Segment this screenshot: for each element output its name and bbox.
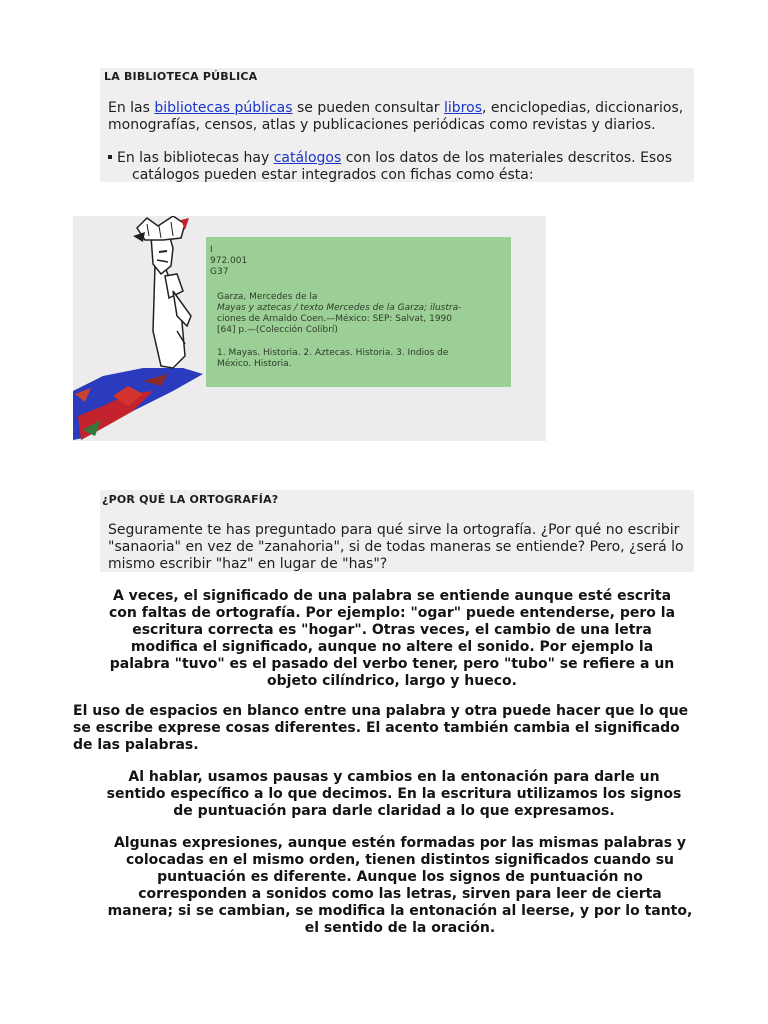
ortografia-heading: ¿POR QUÉ LA ORTOGRAFÍA? bbox=[102, 493, 279, 506]
call-number-line: 972.001 bbox=[210, 256, 248, 266]
paragraph-pausas bbox=[90, 769, 698, 820]
card-title-line: Mayas y aztecas / texto Mercedes de la Garza; ilustra- bbox=[217, 303, 462, 313]
text-line: manera; si se cambian, se modifica la entonación al leerse, y por lo tanto, bbox=[107, 903, 693, 919]
text-line: "sanaoria" en vez de "zanahoria", si de todas maneras se entiende? Pero, ¿será lo bbox=[108, 539, 684, 555]
text-line: El uso de espacios en blanco entre una palabra y otra puede hacer que lo que bbox=[73, 703, 689, 719]
text-run: En las bibliotecas hay bbox=[117, 150, 274, 166]
card-author: Garza, Mercedes de la bbox=[217, 292, 318, 302]
card-description bbox=[217, 292, 505, 336]
call-number-line: G37 bbox=[210, 267, 229, 277]
libros-link[interactable]: libros bbox=[444, 100, 482, 116]
paragraph-espacios bbox=[73, 703, 753, 754]
catalogos-paragraph bbox=[108, 150, 693, 184]
card-subject-line: México. Historia. bbox=[217, 359, 292, 369]
card-desc-line: [64] p.—(Colección Colibrí) bbox=[217, 325, 338, 335]
text-line: modifica el significado, aunque no altere el sonido. Por ejemplo la bbox=[130, 639, 654, 655]
catalogos-link[interactable]: catálogos bbox=[273, 150, 342, 166]
text-run: se pueden consultar bbox=[292, 100, 445, 116]
text-run: catálogos pueden estar integrados con fichas como ésta: bbox=[132, 167, 534, 183]
bullet-icon bbox=[108, 155, 112, 159]
text-line: se escribe exprese cosas diferentes. El acento también cambia el significado bbox=[73, 720, 680, 736]
catalog-card bbox=[206, 237, 511, 387]
text-line: Algunas expresiones, aunque estén formadas por las mismas palabras y bbox=[113, 835, 687, 851]
text-line: de las palabras. bbox=[73, 737, 199, 753]
text-line: escritura correcta es "hogar". Otras veces, el cambio de una letra bbox=[132, 622, 652, 638]
paragraph-significado bbox=[80, 588, 704, 690]
card-call-number bbox=[210, 245, 247, 278]
paragraph-expresiones bbox=[90, 835, 710, 937]
text-run: En las bbox=[108, 100, 155, 116]
text-run: , enciclopedias, diccionarios, bbox=[482, 100, 684, 116]
call-number-line: I bbox=[210, 245, 213, 255]
text-line: de puntuación para darle claridad a lo que expresamos. bbox=[173, 803, 615, 819]
text-line: mismo escribir "haz" en lugar de "has"? bbox=[108, 556, 388, 572]
text-line: corresponden a sonidos como las letras, sirven para leer de cierta bbox=[138, 886, 662, 902]
text-run: monografías, censos, atlas y publicaciones periódicas como revistas y diarios. bbox=[108, 117, 656, 133]
text-run: con los datos de los materiales descritos. Esos bbox=[341, 150, 673, 166]
card-subject-line: 1. Mayas. Historia. 2. Aztecas. Historia. 3. Indios de bbox=[217, 348, 449, 358]
text-line: colocadas en el mismo orden, tienen distintos significados cuando su bbox=[125, 852, 675, 868]
biblioteca-paragraph bbox=[108, 100, 693, 134]
ortografia-paragraph bbox=[108, 522, 694, 573]
text-line: puntuación es diferente. Aunque los signos de puntuación no bbox=[157, 869, 643, 885]
card-desc-line: ciones de Arnaldo Coen.—México: SEP: Salvat, 1990 bbox=[217, 314, 453, 324]
card-subjects bbox=[217, 348, 502, 370]
catalog-card-figure bbox=[73, 216, 546, 441]
text-line: objeto cilíndrico, largo y hueco. bbox=[267, 673, 517, 689]
text-line: el sentido de la oración. bbox=[304, 920, 496, 936]
text-line: Seguramente te has preguntado para qué sirve la ortografía. ¿Por qué no escribir bbox=[108, 522, 680, 538]
text-line: A veces, el significado de una palabra se entiende aunque esté escrita bbox=[112, 588, 672, 604]
text-line: palabra "tuvo" es el pasado del verbo tener, pero "tubo" se refiere a un bbox=[109, 656, 675, 672]
biblioteca-heading: LA BIBLIOTECA PÚBLICA bbox=[104, 70, 258, 83]
text-line: con faltas de ortografía. Por ejemplo: "ogar" puede entenderse, pero la bbox=[108, 605, 676, 621]
text-line: sentido específico a lo que decimos. En la escritura utilizamos los signos bbox=[106, 786, 682, 802]
bibliotecas-publicas-link[interactable]: bibliotecas públicas bbox=[154, 100, 293, 116]
text-line: Al hablar, usamos pausas y cambios en la entonación para darle un bbox=[128, 769, 660, 785]
